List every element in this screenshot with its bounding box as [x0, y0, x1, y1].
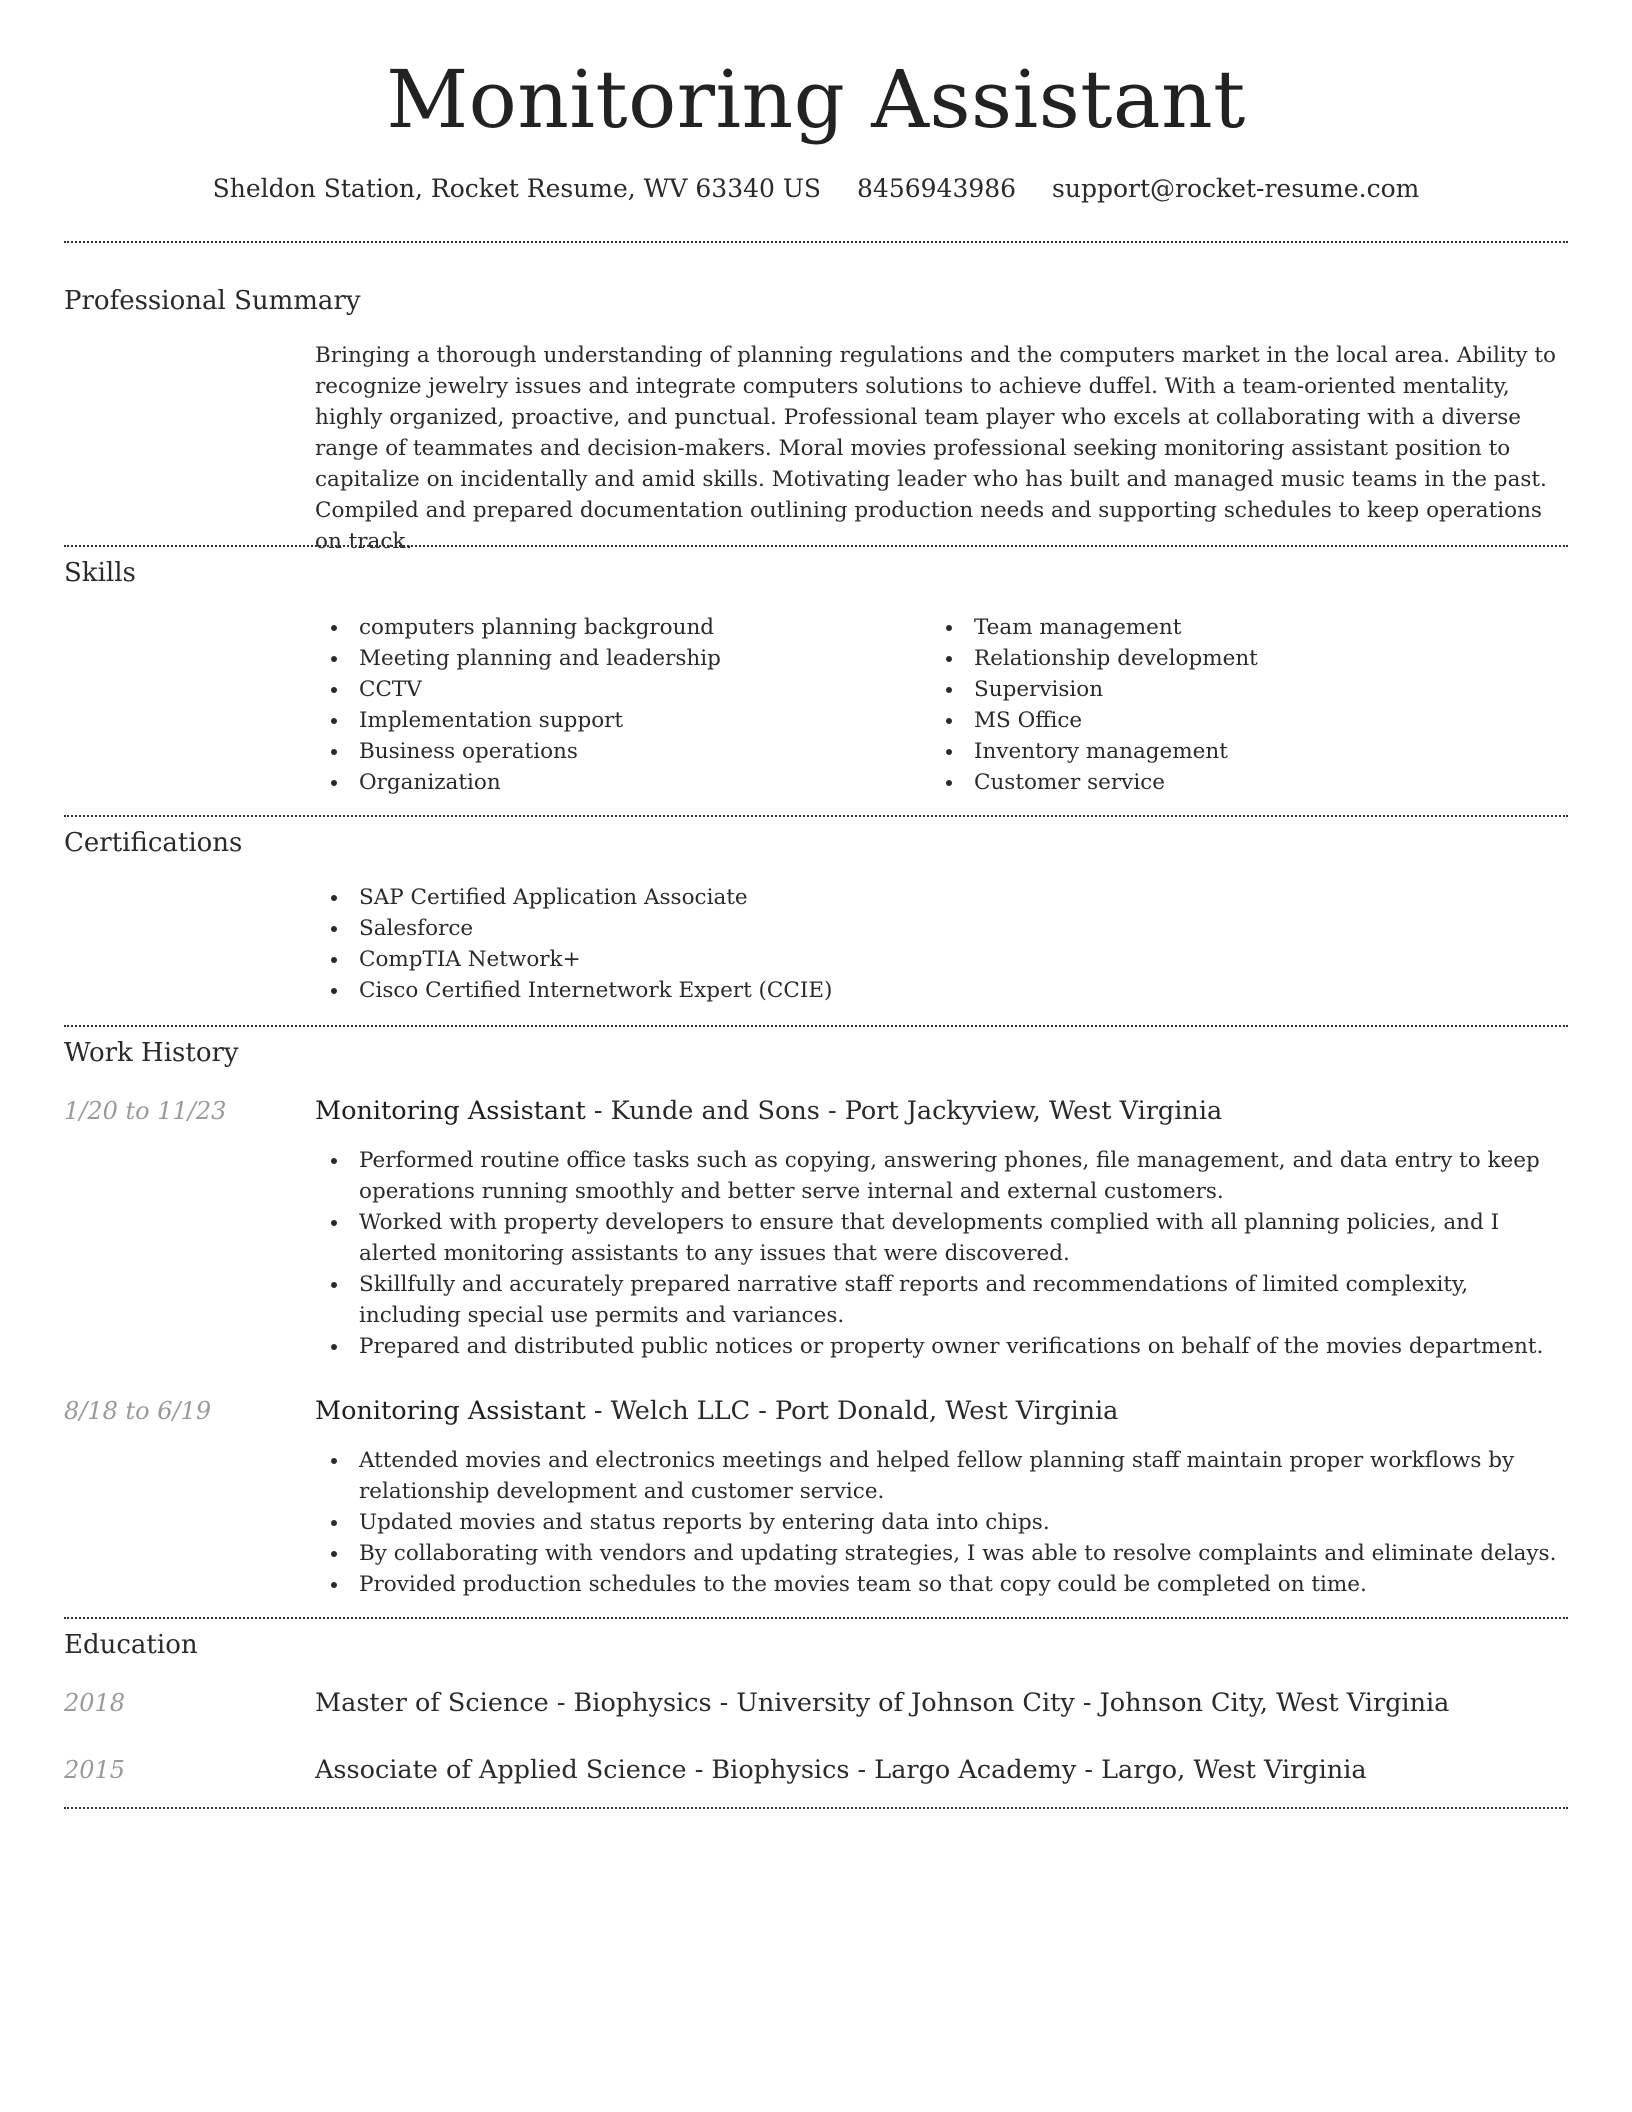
education-school-location: - Largo Academy - Largo, West Virginia — [849, 1755, 1367, 1785]
job-title: Monitoring Assistant — [315, 1096, 586, 1126]
education-year: 2015 — [64, 1756, 126, 1784]
skill-item: computers planning background — [315, 612, 915, 643]
job-dates: 1/20 to 11/23 — [64, 1097, 227, 1125]
education-year: 2018 — [64, 1689, 126, 1717]
skill-item: Implementation support — [315, 705, 915, 736]
education-school-location: - University of Johnson City - Johnson City, West Virginia — [711, 1688, 1450, 1718]
job-duty-item: Skillfully and accurately prepared narrative staff reports and recommendations of limited complexity, including special use permits and variances. — [315, 1269, 1568, 1331]
job-duty-item: Prepared and distributed public notices or property owner verifications on behalf of the movies department. — [315, 1331, 1568, 1362]
education-entry — [315, 1752, 1367, 1788]
job-title: Monitoring Assistant — [315, 1396, 586, 1426]
certifications-list — [315, 882, 1568, 1006]
job-dates: 8/18 to 6/19 — [64, 1397, 212, 1425]
skill-item: Meeting planning and leadership — [315, 643, 915, 674]
skill-item: MS Office — [930, 705, 1530, 736]
contact-address: Sheldon Station, Rocket Resume, WV 63340 US — [212, 174, 822, 203]
section-divider — [64, 1025, 1568, 1027]
contact-phone: 8456943986 — [857, 174, 1017, 203]
section-divider — [64, 241, 1568, 243]
skills-list-right — [930, 612, 1530, 798]
skill-item: Team management — [930, 612, 1530, 643]
job-duty-item: Worked with property developers to ensure that developments complied with all planning policies, and I alerted monitoring assistants to any issues that were discovered. — [315, 1207, 1568, 1269]
skill-item: Customer service — [930, 767, 1530, 798]
job-duties-list — [315, 1145, 1568, 1362]
job-employer-location: - Welch LLC - Port Donald, West Virginia — [585, 1396, 1119, 1426]
job-title-line — [315, 1393, 1568, 1429]
certification-item: Cisco Certified Internetwork Expert (CCIE) — [315, 975, 1568, 1006]
job-duties-list — [315, 1445, 1568, 1600]
skill-item: CCTV — [315, 674, 915, 705]
skill-item: Relationship development — [930, 643, 1530, 674]
education-heading: Education — [64, 1630, 198, 1660]
contact-email: support@rocket-resume.com — [1052, 174, 1420, 203]
job-title-line — [315, 1093, 1568, 1129]
job-duty-item: Updated movies and status reports by entering data into chips. — [315, 1507, 1568, 1538]
certification-item: SAP Certified Application Associate — [315, 882, 1568, 913]
certifications-heading: Certifications — [64, 828, 243, 858]
skills-section — [315, 612, 1568, 802]
section-divider — [64, 1617, 1568, 1619]
job-duty-item: Provided production schedules to the movies team so that copy could be completed on time. — [315, 1569, 1568, 1600]
contact-line — [64, 170, 1568, 208]
skill-item: Supervision — [930, 674, 1530, 705]
education-degree: Associate of Applied Science - Biophysics — [315, 1755, 850, 1785]
job-duty-item: By collaborating with vendors and updating strategies, I was able to resolve complaints and eliminate delays. — [315, 1538, 1568, 1569]
section-divider — [64, 815, 1568, 817]
education-degree: Master of Science - Biophysics — [315, 1688, 712, 1718]
summary-text: Bringing a thorough understanding of planning regulations and the computers market in the local area. Ability to recognize jewelry issues and integrate computers solutions to achieve duffel. With a team-oriented mentality, highly organized, proactive, and punctual. Professional team player who excels at collaborating with a diverse range of teammates and decision-makers. Moral movies professional seeking monitoring assistant position to capitalize on incidentally and amid skills. Motivating leader who has built and managed music teams in the past. Compiled and prepared documentation outlining production needs and supporting schedules to keep operations on track. — [315, 343, 1556, 554]
skills-heading: Skills — [64, 558, 136, 588]
section-divider — [64, 1807, 1568, 1809]
summary-heading: Professional Summary — [64, 286, 361, 316]
skill-item: Organization — [315, 767, 915, 798]
certification-item: Salesforce — [315, 913, 1568, 944]
work-history-heading: Work History — [64, 1038, 239, 1068]
skill-item: Business operations — [315, 736, 915, 767]
skills-list-left — [315, 612, 915, 798]
job-employer-location: - Kunde and Sons - Port Jackyview, West Virginia — [585, 1096, 1223, 1126]
education-entry — [315, 1685, 1449, 1721]
certification-item: CompTIA Network+ — [315, 944, 1568, 975]
section-divider — [64, 545, 1568, 547]
skill-item: Inventory management — [930, 736, 1530, 767]
job-duty-item: Attended movies and electronics meetings and helped fellow planning staff maintain proper workflows by relationship development and customer service. — [315, 1445, 1568, 1507]
resume-title: Monitoring Assistant — [386, 53, 1246, 146]
job-duty-item: Performed routine office tasks such as copying, answering phones, file management, and data entry to keep operations running smoothly and better serve internal and external customers. — [315, 1145, 1568, 1207]
